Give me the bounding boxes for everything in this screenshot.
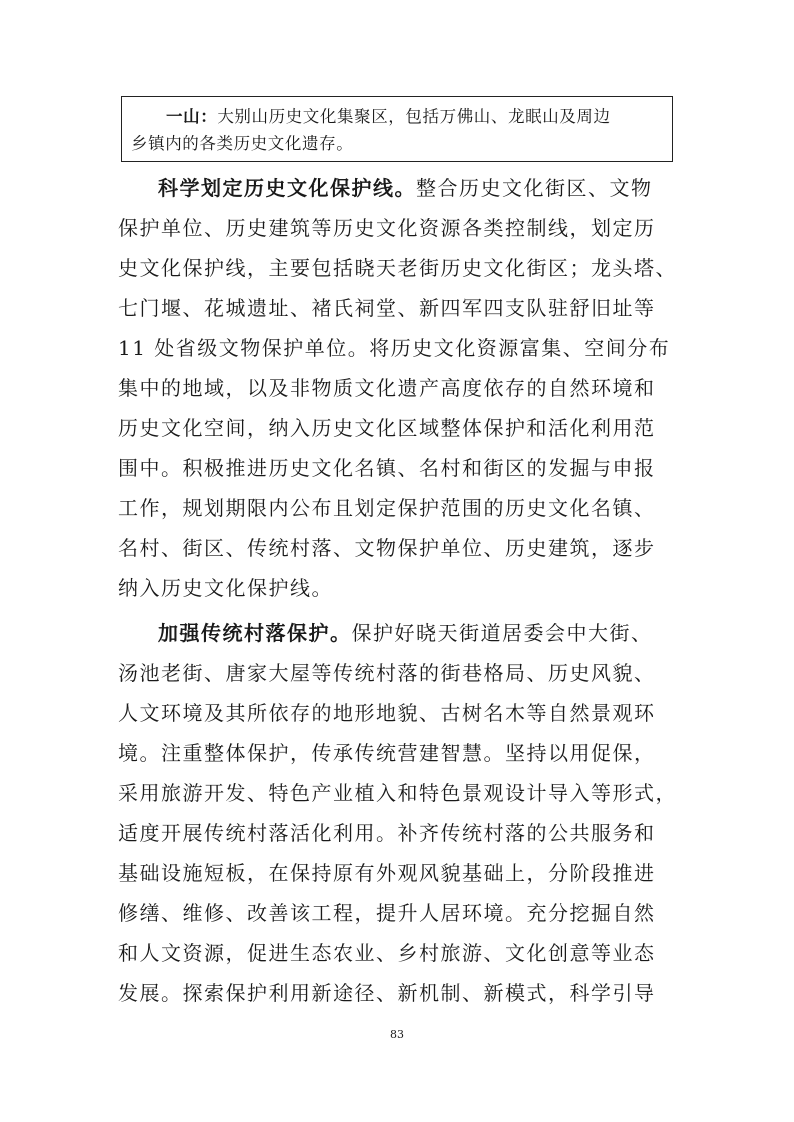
paragraph-line: 适度开展传统村落活化利用。补齐传统村落的公共服务和	[118, 821, 656, 845]
paragraph-line: 人文环境及其所依存的地形地貌、古树名木等自然景观环	[118, 701, 656, 725]
paragraph-line: 基础设施短板，在保持原有外观风貌基础上，分阶段推进	[118, 861, 656, 885]
paragraph-line: 保护单位、历史建筑等历史文化资源各类控制线，划定历	[118, 216, 656, 240]
paragraph-text: 保护好晓天街道居委会中大街、	[351, 621, 653, 645]
page-number: 83	[390, 1028, 404, 1041]
paragraph-line: 采用旅游开发、特色产业植入和特色景观设计导入等形式，	[118, 781, 677, 805]
paragraph-line: 发展。探索保护利用新途径、新机制、新模式，科学引导	[118, 981, 656, 1005]
paragraph-line: 史文化保护线，主要包括晓天老街历史文化街区；龙头塔、	[118, 256, 677, 280]
section-heading: 科学划定历史文化保护线。	[158, 176, 416, 200]
paragraph-line: 纳入历史文化保护线。	[118, 576, 333, 600]
paragraph-line: 围中。积极推进历史文化名镇、名村和街区的发掘与申报	[118, 456, 656, 480]
paragraph-line: 历史文化空间，纳入历史文化区域整体保护和活化利用范	[118, 416, 656, 440]
summary-box	[121, 96, 673, 162]
paragraph-line: 11 处省级文物保护单位。将历史文化资源富集、空间分布	[118, 336, 671, 360]
paragraph-line	[158, 176, 653, 200]
paragraph-text: 整合历史文化街区、文物	[416, 176, 653, 200]
section-heading: 加强传统村落保护。	[158, 621, 352, 645]
paragraph-line: 集中的地域，以及非物质文化遗产高度依存的自然环境和	[118, 376, 656, 400]
paragraph-line: 和人文资源，促进生态农业、乡村旅游、文化创意等业态	[118, 941, 656, 965]
summary-line-1	[166, 107, 611, 127]
summary-line-2: 乡镇内的各类历史文化遗存。	[131, 134, 354, 153]
paragraph-line: 工作，规划期限内公布且划定保护范围的历史文化名镇、	[118, 496, 656, 520]
summary-text-1: 大别山历史文化集聚区，包括万佛山、龙眠山及周边	[217, 107, 611, 126]
paragraph-line	[158, 621, 653, 645]
summary-lead: 一山：	[166, 107, 218, 126]
paragraph-line: 名村、街区、传统村落、文物保护单位、历史建筑，逐步	[118, 536, 656, 560]
paragraph-line: 七门堰、花城遗址、褚氏祠堂、新四军四支队驻舒旧址等	[118, 296, 656, 320]
paragraph-line: 境。注重整体保护，传承传统营建智慧。坚持以用促保，	[118, 741, 656, 765]
paragraph-line: 修缮、维修、改善该工程，提升人居环境。充分挖掘自然	[118, 901, 656, 925]
paragraph-line: 汤池老街、唐家大屋等传统村落的街巷格局、历史风貌、	[118, 661, 656, 685]
